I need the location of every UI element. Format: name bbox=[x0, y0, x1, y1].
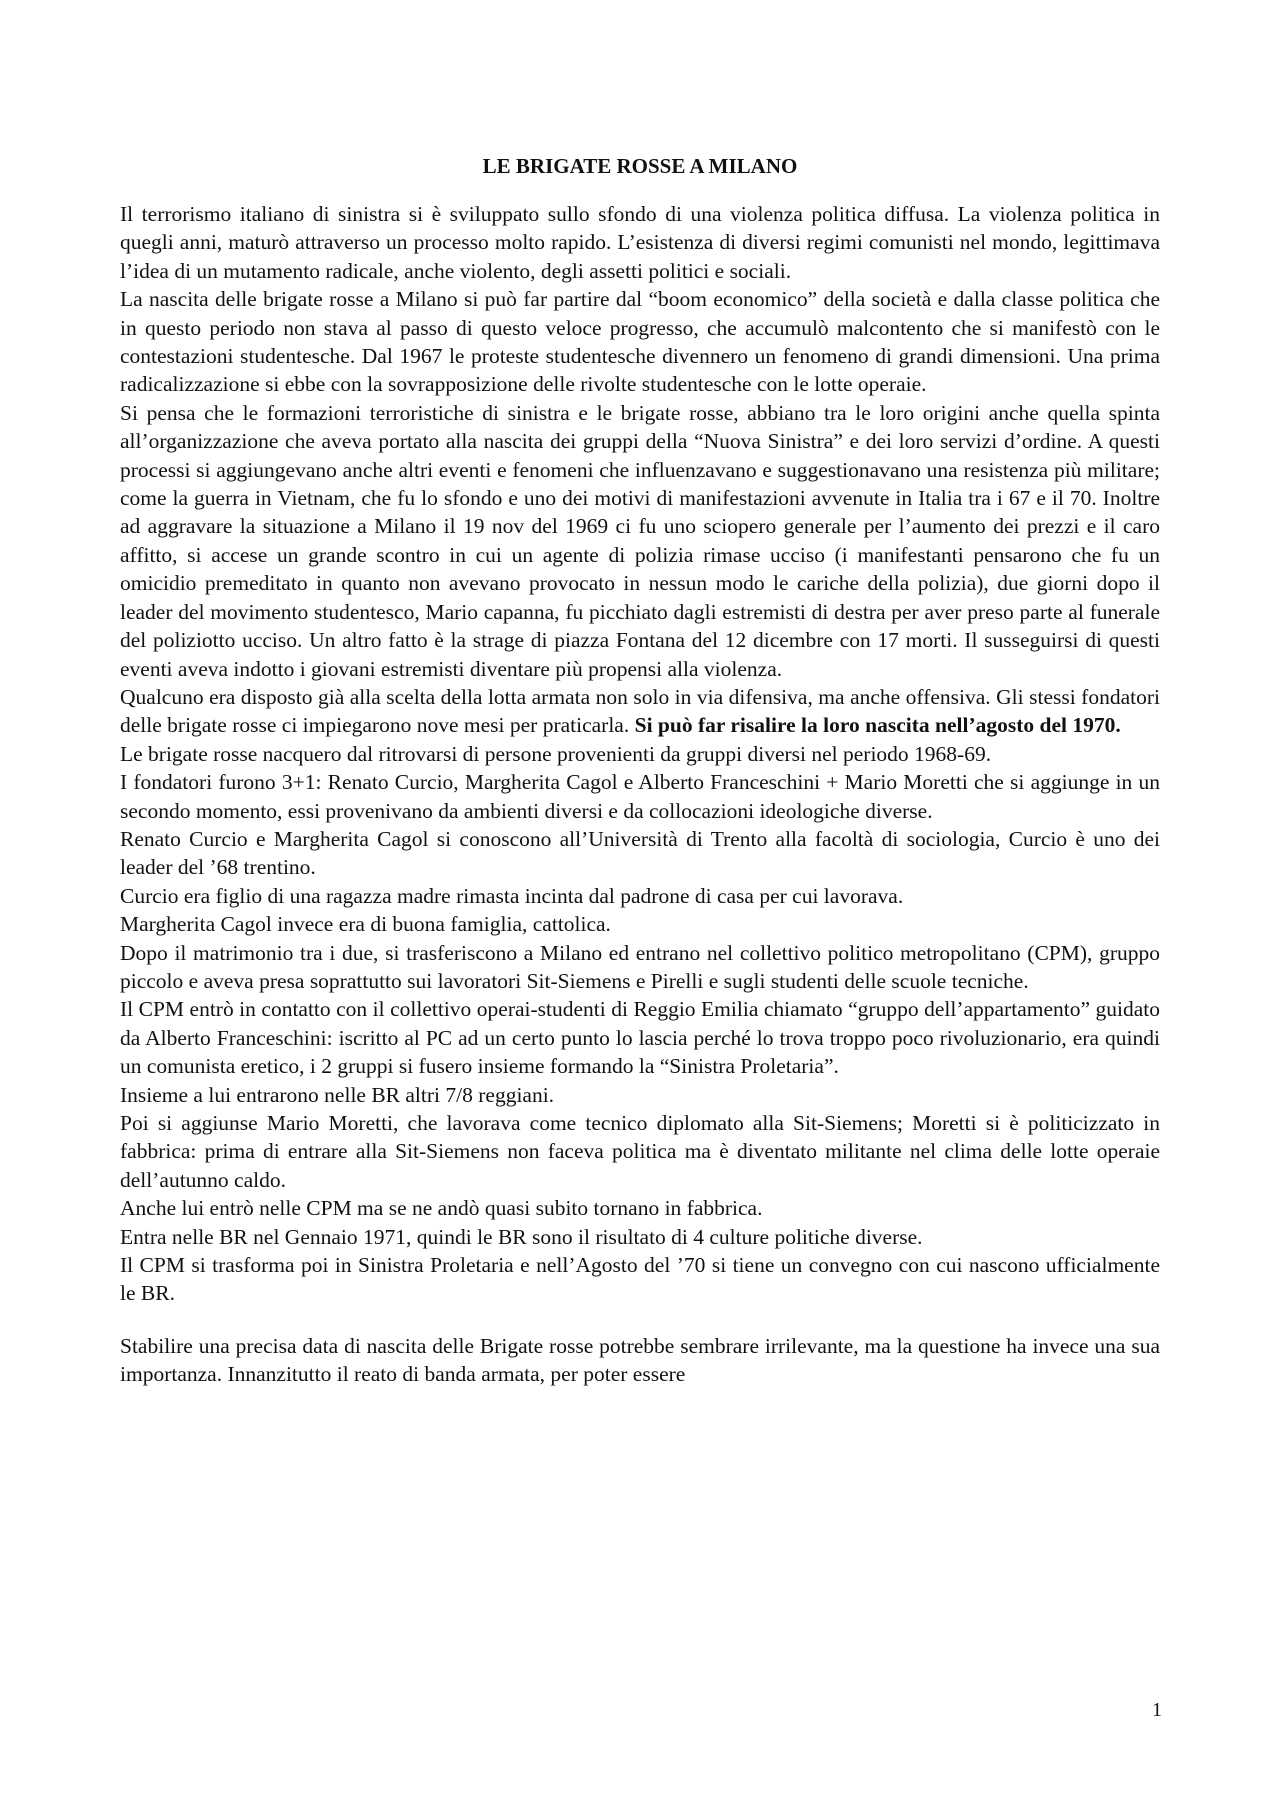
paragraph bbox=[120, 399, 1160, 683]
paragraph-text: I fondatori furono 3+1: Renato Curcio, Margherita Cagol e Alberto Franceschini + Mario Moretti che si aggiunge in un secondo momento, essi provenivano da ambienti diversi e da collocazioni ideologiche diverse. bbox=[120, 770, 1160, 823]
paragraph bbox=[120, 200, 1160, 285]
paragraph bbox=[120, 995, 1160, 1080]
paragraph bbox=[120, 740, 1160, 768]
paragraph bbox=[120, 1251, 1160, 1308]
paragraph-text: Il CPM entrò in contatto con il collettivo operai-studenti di Reggio Emilia chiamato “gruppo dell’appartamento” guidato da Alberto Franceschini: iscritto al PC ad un certo punto lo lascia perché lo trova troppo poco rivoluzionario, era quindi un comunista eretico, i 2 gruppi si fusero insieme formando la “Sinistra Proletaria”. bbox=[120, 997, 1160, 1079]
paragraph bbox=[120, 768, 1160, 825]
paragraph-text: Stabilire una precisa data di nascita delle Brigate rosse potrebbe sembrare irrilevante, ma la questione ha invece una sua importanza. Innanzitutto il reato di banda armata, per poter essere bbox=[120, 1333, 1160, 1387]
paragraph-text: Le brigate rosse nacquero dal ritrovarsi di persone provenienti da gruppi diversi nel periodo 1968-69. bbox=[120, 741, 992, 766]
paragraph bbox=[120, 285, 1160, 399]
paragraph bbox=[120, 1332, 1160, 1389]
paragraph-emphasis: Si può far risalire la loro nascita nell’agosto del 1970. bbox=[634, 713, 1121, 738]
paragraph-text: Anche lui entrò nelle CPM ma se ne andò quasi subito tornano in fabbrica. bbox=[120, 1196, 763, 1221]
paragraph bbox=[120, 683, 1160, 740]
paragraph bbox=[120, 882, 1160, 910]
paragraph bbox=[120, 1109, 1160, 1194]
paragraph-text: Curcio era figlio di una ragazza madre rimasta incinta dal padrone di casa per cui lavorava. bbox=[120, 883, 904, 908]
paragraph bbox=[120, 910, 1160, 938]
paragraph-text: Qualcuno era disposto già alla scelta della lotta armata non solo in via difensiva, ma anche offensiva. Gli stessi fondatori delle brigate rosse ci impiegarono nove mesi per praticarla. bbox=[120, 684, 1160, 738]
paragraph-text: Insieme a lui entrarono nelle BR altri 7/8 reggiani. bbox=[120, 1082, 555, 1107]
paragraph-text: Renato Curcio e Margherita Cagol si conoscono all’Università di Trento alla facoltà di sociologia, Curcio è uno dei leader del ’68 trentino. bbox=[120, 826, 1160, 880]
paragraph-text: Il CPM si trasforma poi in Sinistra Proletaria e nell’Agosto del ’70 si tiene un convegno con cui nascono ufficialmente le BR. bbox=[120, 1253, 1160, 1306]
paragraph-text: Entra nelle BR nel Gennaio 1971, quindi le BR sono il risultato di 4 culture politiche diverse. bbox=[120, 1224, 923, 1249]
document-body bbox=[120, 200, 1160, 1389]
document-page bbox=[120, 150, 1160, 1389]
paragraph-text: Dopo il matrimonio tra i due, si trasferiscono a Milano ed entrano nel collettivo politico metropolitano (CPM), gruppo piccolo e aveva presa soprattutto sui lavoratori Sit-Siemens e Pirelli e sugli studenti delle scuole tecniche. bbox=[120, 940, 1160, 993]
paragraph-text: Si pensa che le formazioni terroristiche di sinistra e le brigate rosse, abbiano tra le loro origini anche quella spinta all’organizzazione che aveva portato alla nascita dei gruppi della “Nuova Sinistra” e dei loro servizi d’ordine. A questi processi si aggiungevano anche altri eventi e fenomeni che influenzavano e suggestionavano una resistenza più militare; come la guerra in Vietnam, che fu lo sfondo e uno dei motivi di manifestazioni avvenute in Italia tra i 67 e il 70. Inoltre ad aggravare la situazione a Milano il 19 nov del 1969 ci fu uno sciopero generale per l’aumento dei prezzi e il caro affitto, si accese un grande scontro in cui un agente di polizia rimase ucciso (i manifestanti pensarono che fu un omicidio premeditato in quanto non avevano provocato in nessun modo le cariche della polizia), due giorni dopo il leader del movimento studentesco, Mario capanna, fu picchiato dagli estremisti di destra per aver preso parte al funerale del poliziotto ucciso. Un altro fatto è la strage di piazza Fontana del 12 dicembre con 17 morti. Il susseguirsi di questi eventi aveva indotto i giovani estremisti diventare più propensi alla violenza. bbox=[120, 400, 1160, 681]
paragraph-text: La nascita delle brigate rosse a Milano si può far partire dal “boom economico” della società e dalla classe politica che in questo periodo non stava al passo di questo veloce progresso, che accumulò malcontento che si manifestò con le contestazioni studentesche. Dal 1967 le proteste studentesche divennero un fenomeno di grandi dimensioni. Una prima radicalizzazione si ebbe con la sovrapposizione delle rivolte studentesche con le lotte operaie. bbox=[120, 287, 1160, 397]
paragraph-text: Poi si aggiunse Mario Moretti, che lavorava come tecnico diplomato alla Sit-Siemens; Moretti si è politicizzato in fabbrica: prima di entrare alla Sit-Siemens non faceva politica ma è diventato militante nel clima delle lotte operaie dell’autunno caldo. bbox=[120, 1111, 1160, 1192]
paragraph-text: Margherita Cagol invece era di buona famiglia, cattolica. bbox=[120, 912, 611, 937]
paragraph bbox=[120, 825, 1160, 882]
page-number: 1 bbox=[1152, 1699, 1162, 1721]
paragraph bbox=[120, 1081, 1160, 1109]
paragraph bbox=[120, 939, 1160, 996]
document-title: LE BRIGATE ROSSE A MILANO bbox=[482, 154, 798, 178]
paragraph-text: Il terrorismo italiano di sinistra si è sviluppato sullo sfondo di una violenza politica diffusa. La violenza politica in quegli anni, maturò attraverso un processo molto rapido. L’esistenza di diversi regimi comunisti nel mondo, legittimava l’idea di un mutamento radicale, anche violento, degli assetti politici e sociali. bbox=[120, 202, 1160, 283]
paragraph bbox=[120, 1223, 1160, 1251]
paragraph bbox=[120, 1194, 1160, 1222]
